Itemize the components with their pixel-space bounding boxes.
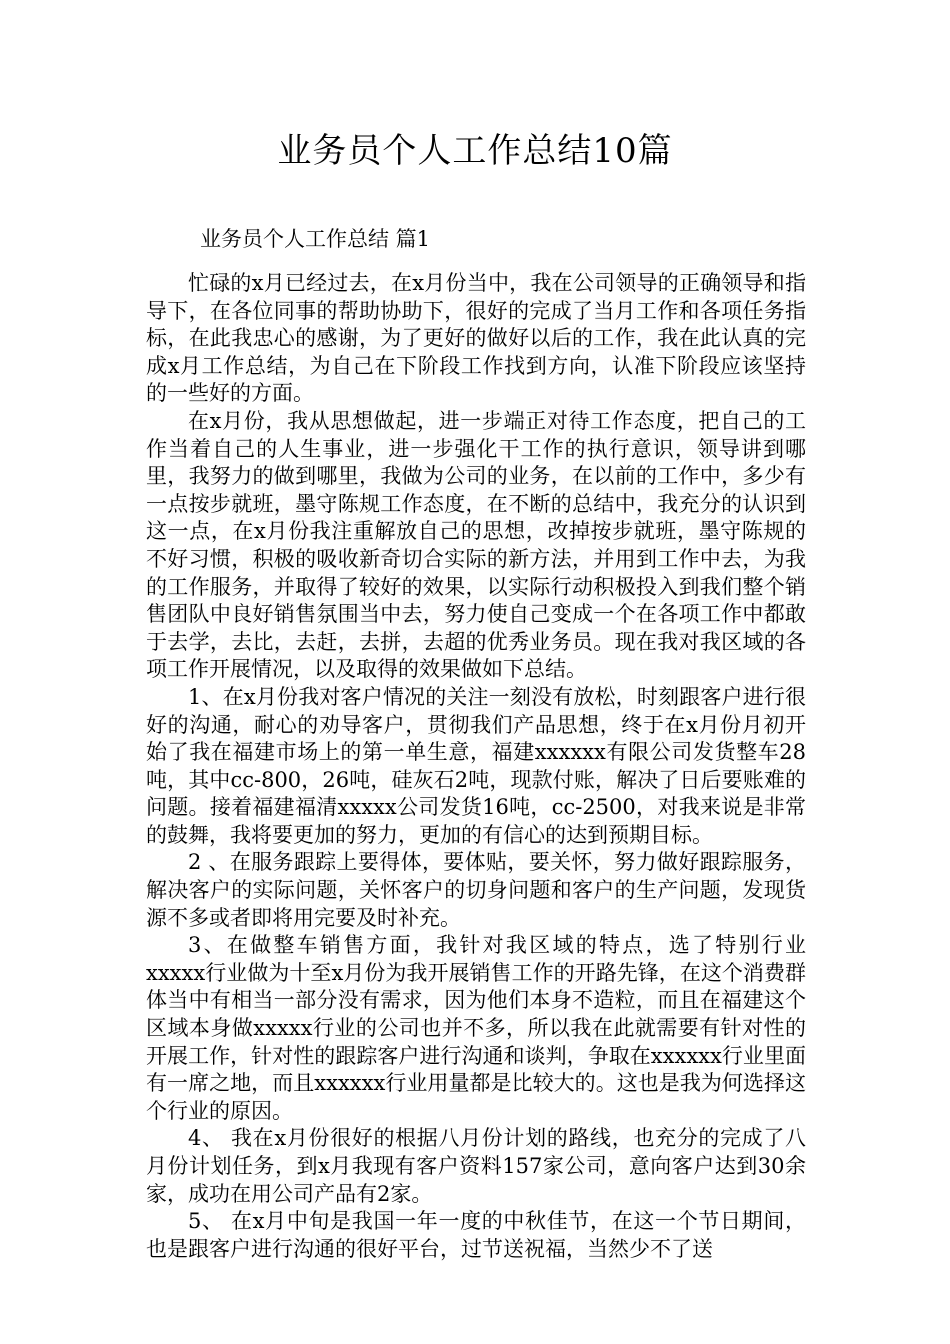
- paragraph: 忙碌的x月已经过去，在x月份当中，我在公司领导的正确领导和指导下，在各位同事的帮助协助下，很好的完成了当月工作和各项任务指标，在此我忠心的感谢，为了更好的做好以后的工作，我在此认真的完成x月工作总结，为自己在下阶段工作找到方向，认准下阶段应该坚持的一些好的方面。: [146, 271, 806, 406]
- section-heading: 业务员个人工作总结 篇1: [200, 227, 431, 251]
- paragraph: 2 、在服务跟踪上要得体，要体贴，要关怀，努力做好跟踪服务，解决客户的实际问题，关怀客户的切身问题和客户的生产问题，发现货源不多或者即将用完要及时补充。: [146, 850, 806, 930]
- paragraph: 在x月份，我从思想做起，进一步端正对待工作态度，把自己的工作当着自己的人生事业，进一步强化干工作的执行意识，领导讲到哪里，我努力的做到哪里，我做为公司的业务，在以前的工作中，多少有一点按步就班，墨守陈规工作态度，在不断的总结中，我充分的认识到这一点，在x月份我注重解放自己的思想，改掉按步就班，墨守陈规的不好习惯，积极的吸收新奇切合实际的新方法，并用到工作中去，为我的工作服务，并取得了较好的效果，以实际行动积极投入到我们整个销售团队中良好销售氛围当中去，努力使自己变成一个在各项工作中都敢于去学，去比，去赶，去拼，去超的优秀业务员。现在我对我区域的各项工作开展情况，以及取得的效果做如下总结。: [146, 408, 806, 682]
- paragraph: 4、 我在x月份很好的根据八月份计划的路线，也充分的完成了八月份计划任务，到x月我现有客户资料157家公司，意向客户达到30余家，成功在用公司产品有2家。: [146, 1126, 806, 1206]
- document-body: [146, 270, 806, 1263]
- paragraph: 1、在x月份我对客户情况的关注一刻没有放松，时刻跟客户进行很好的沟通，耐心的劝导客户，贯彻我们产品思想，终于在x月份月初开始了我在福建市场上的第一单生意，福建xxxxxx有限公司发货整车28吨，其中cc-800，26吨，硅灰石2吨，现款付账，解决了日后要账难的问题。接着福建福清xxxxx公司发货16吨，cc-2500，对我来说是非常的鼓舞，我将要更加的努力，更加的有信心的达到预期目标。: [146, 684, 806, 847]
- document-title: 业务员个人工作总结10篇: [277, 131, 673, 171]
- paragraph: 3、在做整车销售方面，我针对我区域的特点，选了特别行业xxxxx行业做为十至x月份为我开展销售工作的开路先锋，在这个消费群体当中有相当一部分没有需求，因为他们本身不造粒，而且在福建这个区域本身做xxxxx行业的公司也并不多，所以我在此就需要有针对性的开展工作，针对性的跟踪客户进行沟通和谈判，争取在xxxxxx行业里面有一席之地，而且xxxxxx行业用量都是比较大的。这也是我为何选择这个行业的原因。: [146, 933, 806, 1123]
- paragraph: 5、 在x月中旬是我国一年一度的中秋佳节，在这一个节日期间， 也是跟客户进行沟通的很好平台，过节送祝福，当然少不了送: [146, 1209, 806, 1261]
